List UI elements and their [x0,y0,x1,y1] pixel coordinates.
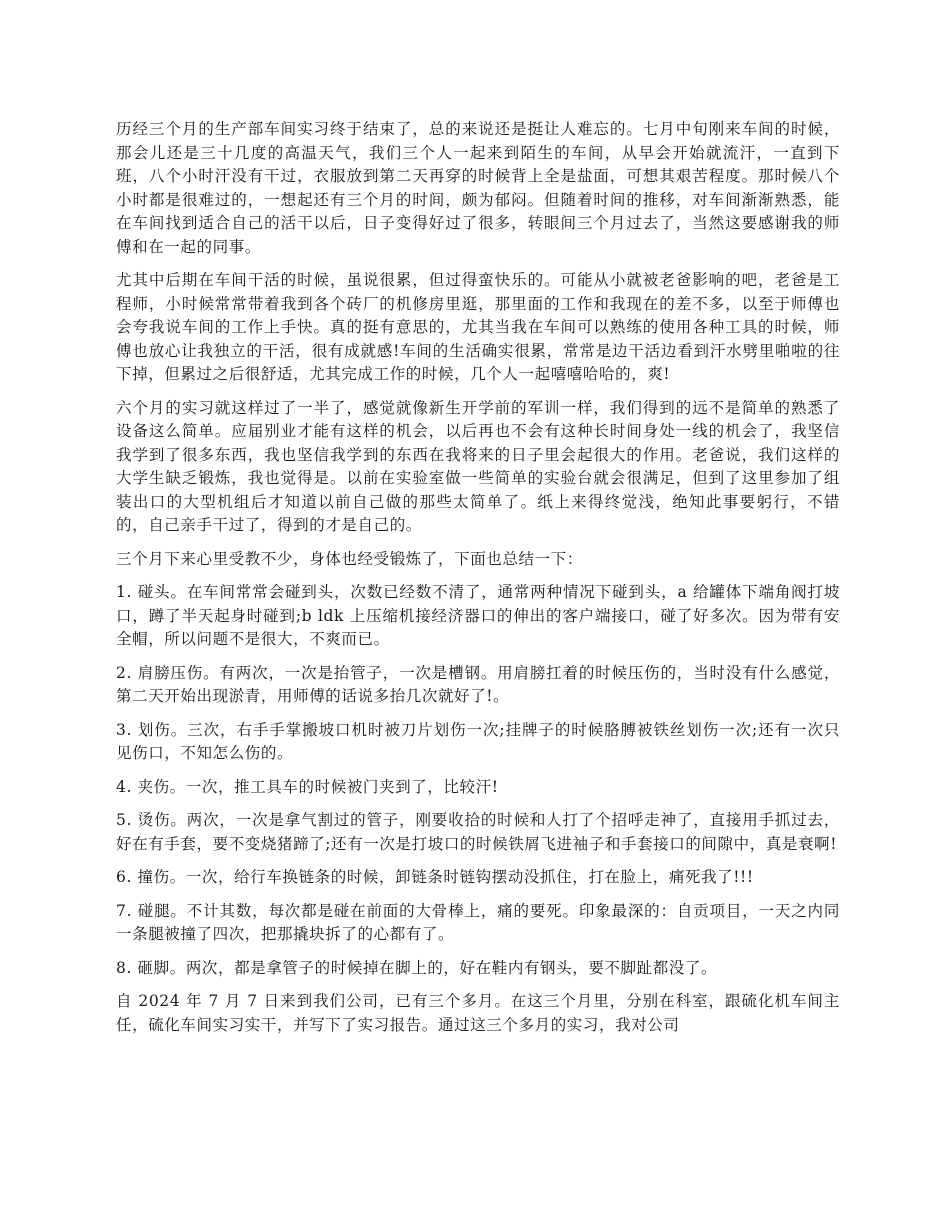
list-item-pinch: 4. 夹伤。一次，推工具车的时候被门夹到了，比较汗! [116,777,499,796]
paragraph-later-period: 尤其中后期在车间干活的时候，虽说很累，但过得蛮快乐的。可能从小就被老爸影响的吧，老爸是工程师，小时候常常带着我到各个砖厂的机修房里逛，那里面的工作和我现在的差不多，以至于师傅也会夸我说车间的工作上手快。真的挺有意思的，尤其当我在车间可以熟练的使用各种工具的时候，师傅也放心让我独立的干活，很有成就感!车间的生活确实很累，常常是边干活边看到汗水劈里啪啦的往下掉，但累过之后很舒适，尤其完成工作的时候，几个人一起嘻嘻哈哈的，爽! [116,271,840,383]
list-item-hit: 6. 撞伤。一次，给行车换链条的时候，卸链条时链钩摆动没抓住，打在脸上，痛死我了!!! [116,868,754,886]
paragraph-company: 自 2024 年 7 月 7 日来到我们公司，已有三个多月。在这三个月里，分别在科室，跟硫化机车间主任，硫化车间实习实干，并写下了实习报告。通过这三个多月的实习，我对公司 [116,992,840,1034]
list-item-bump-head: 1. 碰头。在车间常常会碰到头，次数已经数不清了，通常两种情况下碰到头，a 给罐体下端角阀打坡口，蹲了半天起身时碰到;b ldk 上压缩机接经济器口的伸出的客户端接口，碰了好多次。因为带有安全帽，所以问题不是很大，不爽而已。 [116,583,840,648]
paragraph-summary-intro: 三个月下来心里受教不少，身体也经受锻炼了，下面也总结一下： [116,549,583,568]
list-item-foot: 8. 砸脚。两次，都是拿管子的时候掉在脚上的，好在鞋内有钢头，要不脚趾都没了。 [116,958,718,977]
list-item-leg: 7. 碰腿。不计其数，每次都是碰在前面的大骨棒上，痛的要死。印象最深的：自贡项目，一天之内同一条腿被撞了四次，把那撬块拆了的心都有了。 [116,901,840,943]
list-item-shoulder: 2. 肩膀压伤。有两次，一次是抬管子，一次是槽钢。用肩膀扛着的时候压伤的，当时没有什么感觉，第二天开始出现淤青，用师傅的话说多抬几次就好了!。 [116,663,840,705]
list-item-scratch: 3. 划伤。三次，右手手掌搬坡口机时被刀片划伤一次;挂牌子的时候胳膊被铁丝划伤一次;还有一次只见伤口，不知怎么伤的。 [116,720,840,762]
paragraph-intro: 历经三个月的生产部车间实习终于结束了，总的来说还是挺让人难忘的。七月中旬刚来车间的时候，那会儿还是三十几度的高温天气，我们三个人一起来到陌生的车间，从早会开始就流汗，一直到下班，八个小时汗没有干过，衣服放到第二天再穿的时候背上全是盐面，可想其艰苦程度。那时候八个小时都是很难过的，一想起还有三个月的时间，颇为郁闷。但随着时间的推移，对车间渐渐熟悉，能在车间找到适合自己的活干以后，日子变得好过了很多，转眼间三个月过去了，当然这要感谢我的师傅和在一起的同事。 [116,120,840,256]
paragraph-half-way: 六个月的实习就这样过了一半了，感觉就像新生开学前的军训一样，我们得到的远不是简单的熟悉了设备这么简单。应届别业才能有这样的机会，以后再也不会有这种长时间身处一线的机会了，我坚信我学到了很多东西，我也坚信我学到的东西在我将来的日子里会起很大的作用。老爸说，我们这样的大学生缺乏锻炼，我也觉得是。以前在实验室做一些简单的实验台就会很满足，但到了这里参加了组装出口的大型机组后才知道以前自己做的那些太简单了。纸上来得终觉浅，绝知此事要躬行，不错的，自己亲手干过了，得到的才是自己的。 [116,398,840,534]
document-body [116,118,840,1047]
list-item-burn: 5. 烫伤。两次，一次是拿气割过的管子，刚要收拾的时候和人打了个招呼走神了，直接用手抓过去，好在有手套，要不变烧猪蹄了;还有一次是打坡口的时候铁屑飞进袖子和手套接口的间隙中，真是衰啊! [116,811,840,853]
